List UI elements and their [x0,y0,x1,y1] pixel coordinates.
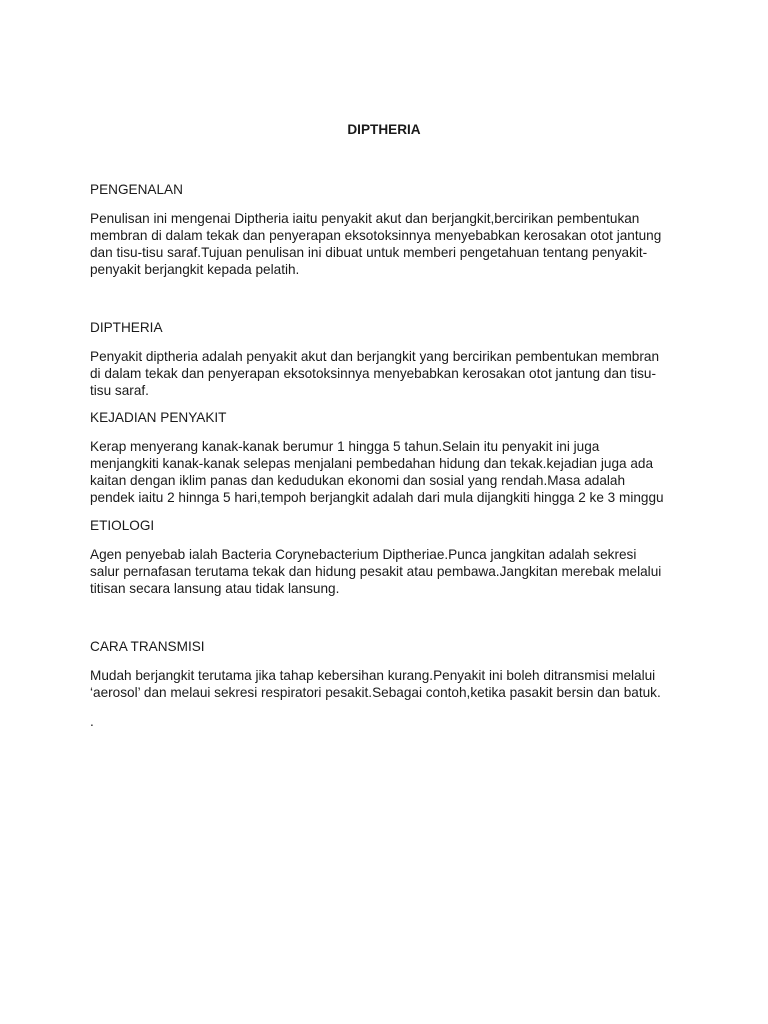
paragraph-line: di dalam tekak dan penyerapan eksotoksinnya menyebabkan kerosakan otot jantung dan tisu- [90,366,657,381]
section-heading-kejadian-penyakit: KEJADIAN PENYAKIT [90,410,227,425]
paragraph-line: membran di dalam tekak dan penyerapan eksotoksinnya menyebabkan kerosakan otot jantung [90,228,662,243]
section-heading-cara-transmisi: CARA TRANSMISI [90,639,205,654]
paragraph-line: kaitan dengan iklim panas dan kedudukan ekonomi dan sosial yang rendah.Masa adalah [90,473,626,488]
paragraph-line: ‘aerosol’ dan melaui sekresi respiratori pesakit.Sebagai contoh,ketika pasakit bersin dan batuk. [90,685,661,700]
paragraph-line: Mudah berjangkit terutama jika tahap kebersihan kurang.Penyakit ini boleh ditransmisi melalui [90,668,656,683]
paragraph-line: Penyakit diptheria adalah penyakit akut dan berjangkit yang bercirikan pembentukan membran [90,349,660,364]
section-heading-diptheria: DIPTHERIA [90,320,163,335]
trailing-mark: . [90,714,94,729]
paragraph-line: menjangkiti kanak-kanak selepas menjalani pembedahan hidung dan tekak.kejadian juga ada [90,456,654,471]
paragraph-line: Penulisan ini mengenai Diptheria iaitu penyakit akut dan berjangkit,bercirikan pembentukan [90,211,640,226]
section-heading-etiologi: ETIOLOGI [90,518,155,533]
paragraph-line: tisu saraf. [90,383,149,398]
paragraph-line: dan tisu-tisu saraf.Tujuan penulisan ini dibuat untuk memberi pengetahuan tentang penyakit- [90,245,648,260]
section-paragraph-etiologi [90,546,690,597]
section-heading-pengenalan: PENGENALAN [90,182,183,197]
section-paragraph-pengenalan [90,210,690,278]
paragraph-line: pendek iaitu 2 hinnga 5 hari,tempoh berjangkit adalah dari mula dijangkiti hingga 2 ke 3 minggu [90,490,664,505]
document-title: DIPTHERIA [347,122,421,137]
section-paragraph-kejadian-penyakit [90,438,690,506]
paragraph-line: Agen penyebab ialah Bacteria Corynebacterium Diptheriae.Punca jangkitan adalah sekresi [90,547,637,562]
paragraph-line: salur pernafasan terutama tekak dan hidung pesakit atau pembawa.Jangkitan merebak melalui [90,564,662,579]
paragraph-line: titisan secara lansung atau tidak lansung. [90,581,340,596]
paragraph-line: Kerap menyerang kanak-kanak berumur 1 hingga 5 tahun.Selain itu penyakit ini juga [90,439,600,454]
paragraph-line: penyakit berjangkit kepada pelatih. [90,262,300,277]
section-paragraph-diptheria [90,348,690,399]
section-paragraph-cara-transmisi [90,667,690,701]
